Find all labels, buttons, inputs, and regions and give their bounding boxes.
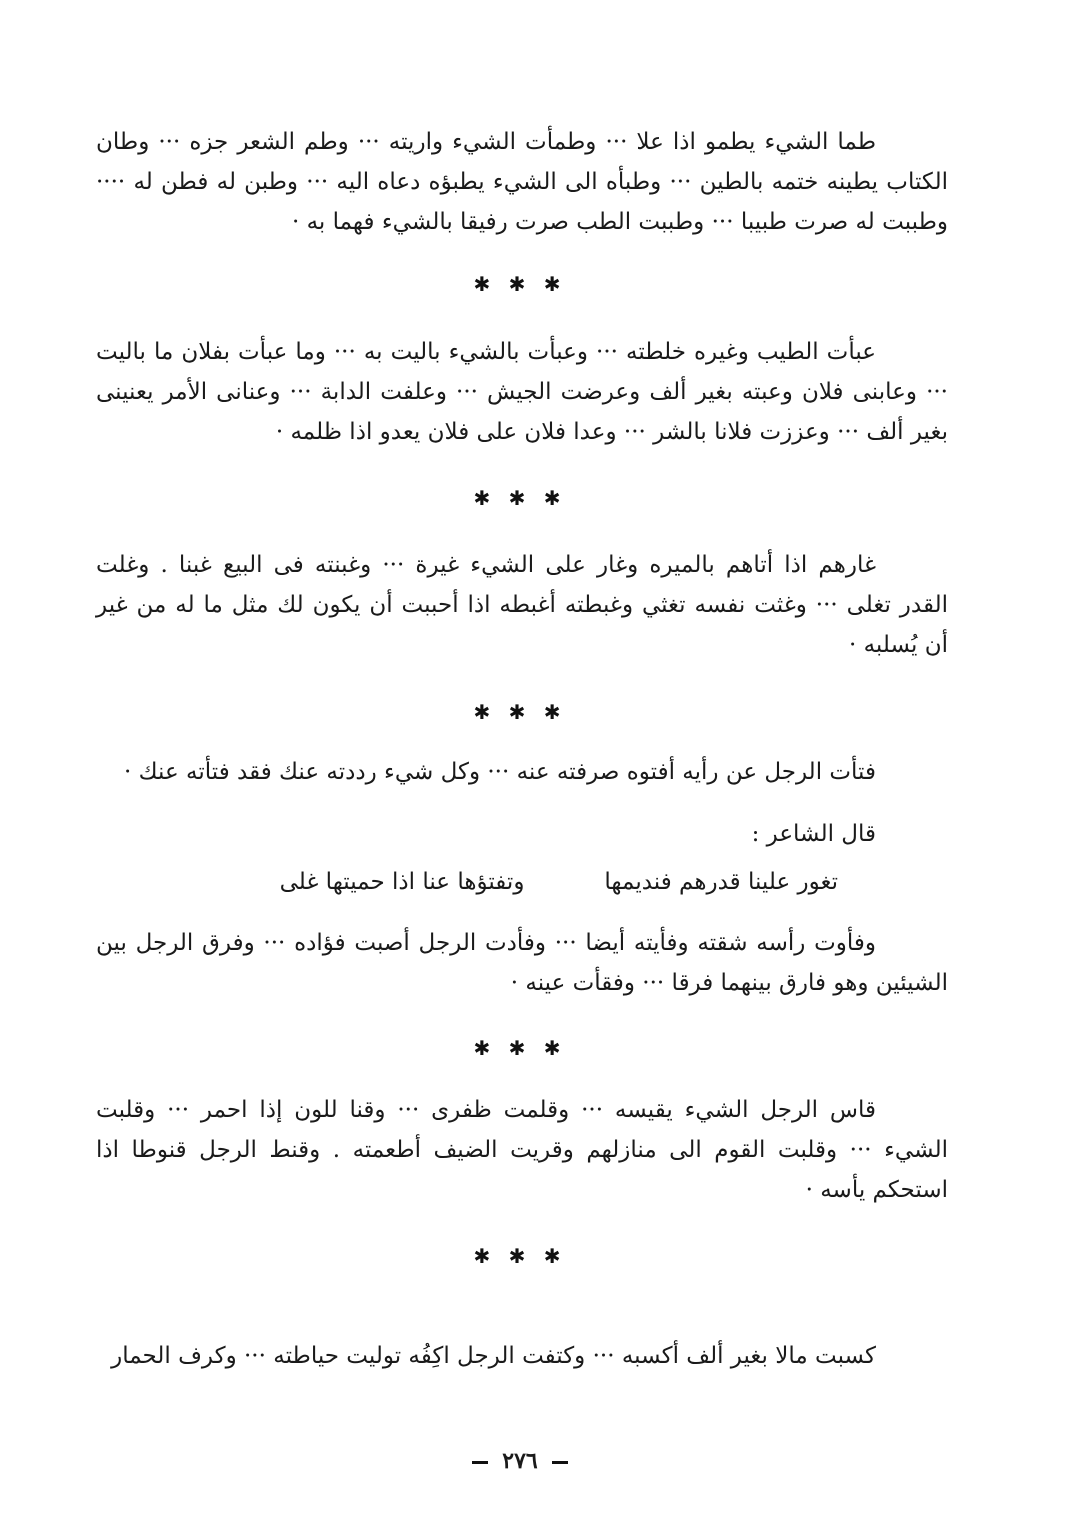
page-number: ٢٧٦ bbox=[502, 1448, 538, 1474]
section-separator: ✱ ✱ ✱ bbox=[473, 486, 567, 510]
paragraph-ta: طما الشيء يطمو اذا علا ··· وطمأت الشيء واريته ··· وطم الشعر جزه ··· وطان الكتاب يطينه ختمه بالطين ··· وطبأه الى الشيء يطبؤه دعاه اليه ··· وطبن له فطن له ···· وطببت له صرت طبيبا ··· وطببت الطب صرت رفيقا بالشيء فهما به · bbox=[96, 129, 948, 235]
page-footer bbox=[0, 1448, 1040, 1474]
section-separator: ✱ ✱ ✱ bbox=[473, 272, 567, 296]
paragraph-fa: فتأت الرجل عن رأيه أفتوه صرفته عنه ··· وكل شيء رددته عنك فقد فتأته عنك · bbox=[124, 759, 876, 785]
paragraph-fa-continued: وفأوت رأسه شقته وفأيته أيضا ··· وفأدت الرجل أصبت فؤاده ··· وفرق الرجل بين الشيئين وهو فارق بينهما فرقا ··· وفقأت عينه · bbox=[96, 930, 948, 996]
paragraph-kaf: كسبت مالا بغير ألف أكسبه ··· وكتفت الرجل اكِفُه توليت حياطته ··· وكرف الحمار bbox=[111, 1343, 876, 1369]
paragraph-ain: عبأت الطيب وغيره خلطته ··· وعبأت بالشيء باليت به ··· وما عبأت بفلان ما باليت ··· وعابنى فلان وعبته بغير ألف وعرضت الجيش ··· وعلفت الدابة ··· وعنانى الأمر يعنينى بغير ألف ··· وعززت فلانا بالشر ··· وعدا فلان على فلان يعدو اذا ظلمه · bbox=[96, 339, 948, 445]
verse-second-hemistich: وتفتؤها عنا اذا حميتها غلى bbox=[279, 869, 525, 895]
footer-dash bbox=[472, 1461, 488, 1464]
section-separator: ✱ ✱ ✱ bbox=[473, 1036, 567, 1060]
paragraph-ghain: غارهم اذا أتاهم بالميره وغار على الشيء غيرة ··· وغبنته فى البيع غبنا . وغلت القدر تغلى ··· وغثت نفسه تغثي وغبطته أغبطه اذا أحببت أن يكون لك مثل ما له من غير أن يُسلبه · bbox=[96, 552, 948, 658]
poet-intro: قال الشاعر : bbox=[751, 821, 876, 847]
footer-dash bbox=[552, 1461, 568, 1464]
verse-first-hemistich: تغور علينا قدرهم فنديمها bbox=[604, 869, 838, 895]
paragraph-qaf: قاس الرجل الشيء يقيسه ··· وقلمت ظفرى ··· وقنا للون إذا احمر ··· وقلبت الشيء ··· وقلبت القوم الى منازلهم وقريت الضيف أطعمته . وقنط الرجل قنوطا اذا استحكم يأسه · bbox=[96, 1097, 948, 1203]
poetry-verse bbox=[280, 862, 838, 902]
section-separator: ✱ ✱ ✱ bbox=[473, 1244, 567, 1268]
section-separator: ✱ ✱ ✱ bbox=[473, 700, 567, 724]
